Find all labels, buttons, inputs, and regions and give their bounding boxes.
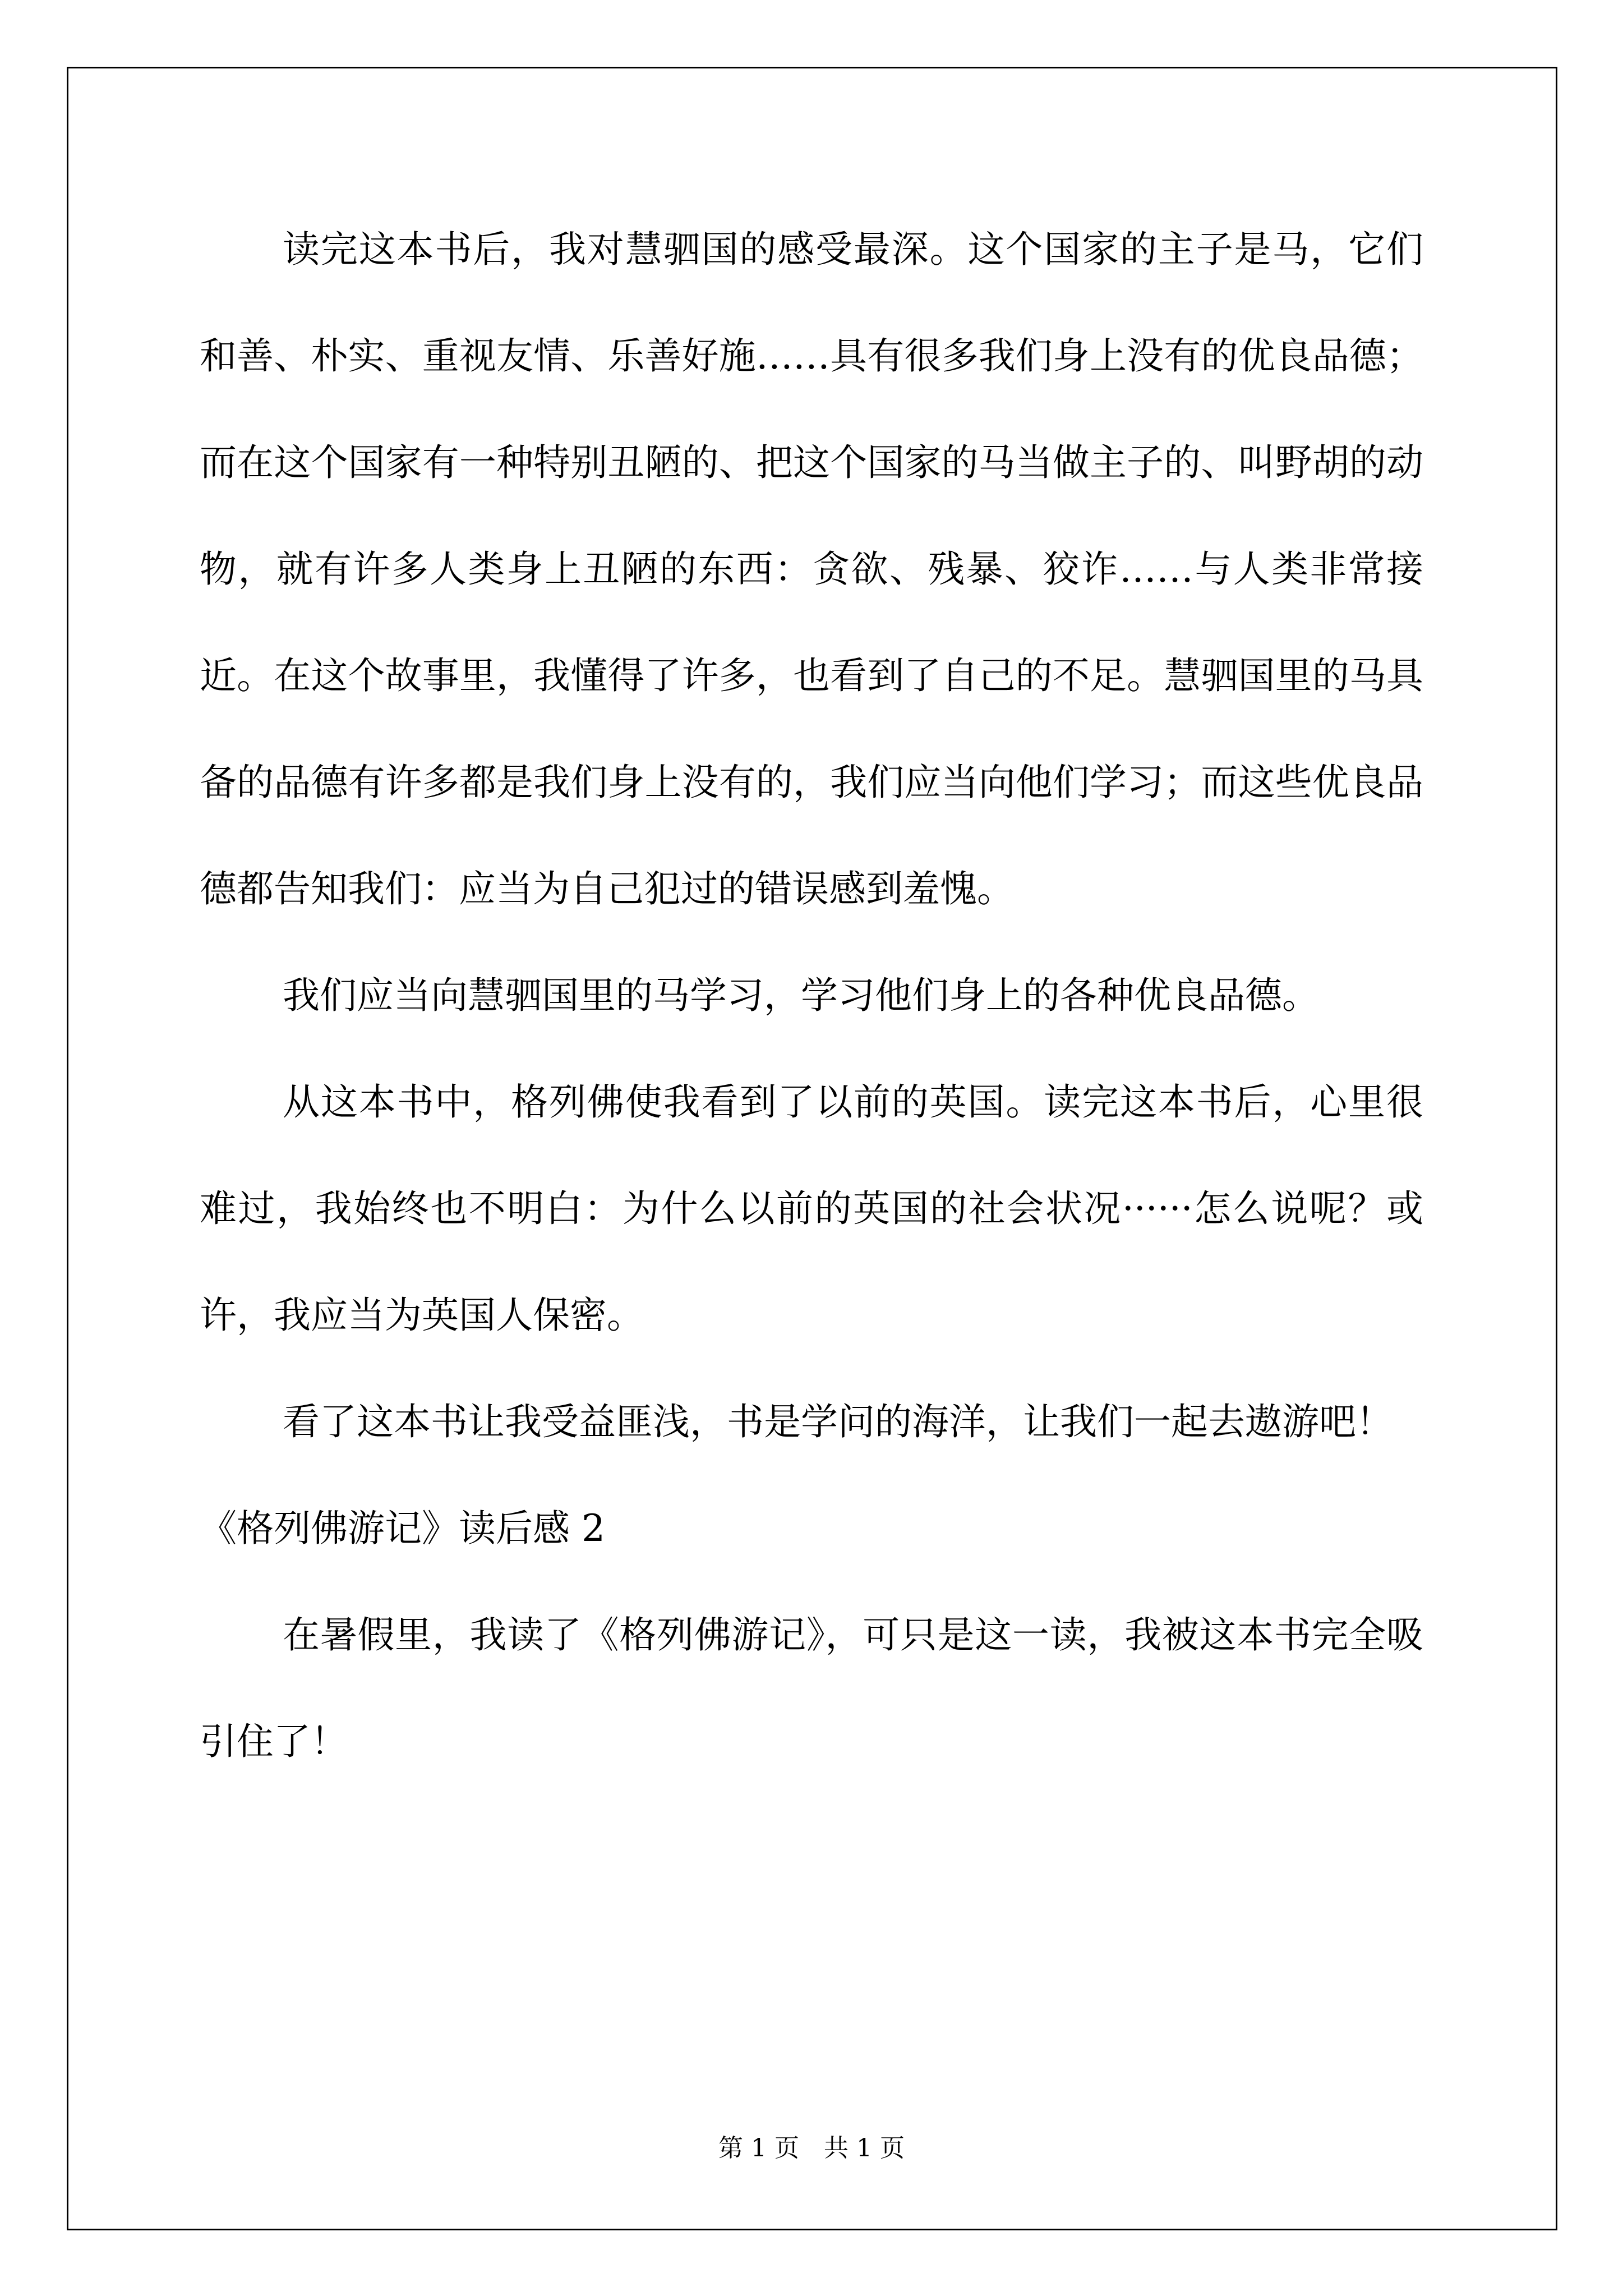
page-footer: 第 1 页 共 1 页 xyxy=(718,2134,905,2162)
paragraph: 在暑假里，我读了《格列佛游记》，可只是这一读，我被这本书完全吸引住了！ xyxy=(200,1613,1423,1763)
section-heading: 《格列佛游记》读后感 2 xyxy=(200,1507,605,1550)
paragraph: 看了这本书让我受益匪浅，书是学问的海洋，让我们一起去遨游吧！ xyxy=(283,1400,1393,1443)
document-body xyxy=(200,196,1423,1795)
paragraph: 我们应当向慧驷国里的马学习，学习他们身上的各种优良品德。 xyxy=(283,974,1319,1017)
paragraph: 读完这本书后，我对慧驷国的感受最深。这个国家的主子是马，它们和善、朴实、重视友情、乐善好施……具有很多我们身上没有的优良品德；而在这个国家有一种特别丑陋的、把这个国家的马当做主子的、叫野胡的动物，就有许多人类身上丑陋的东西：贪欲、残暴、狡诈……与人类非常接近。在这个故事里，我懂得了许多，也看到了自己的不足。慧驷国里的马具备的品德有许多都是我们身上没有的，我们应当向他们学习；而这些优良品德都告知我们：应当为自己犯过的错误感到羞愧。 xyxy=(200,228,1423,910)
paragraph: 从这本书中，格列佛使我看到了以前的英国。读完这本书后，心里很难过，我始终也不明白：为什么以前的英国的社会状况······怎么说呢？或许，我应当为英国人保密。 xyxy=(200,1080,1423,1337)
